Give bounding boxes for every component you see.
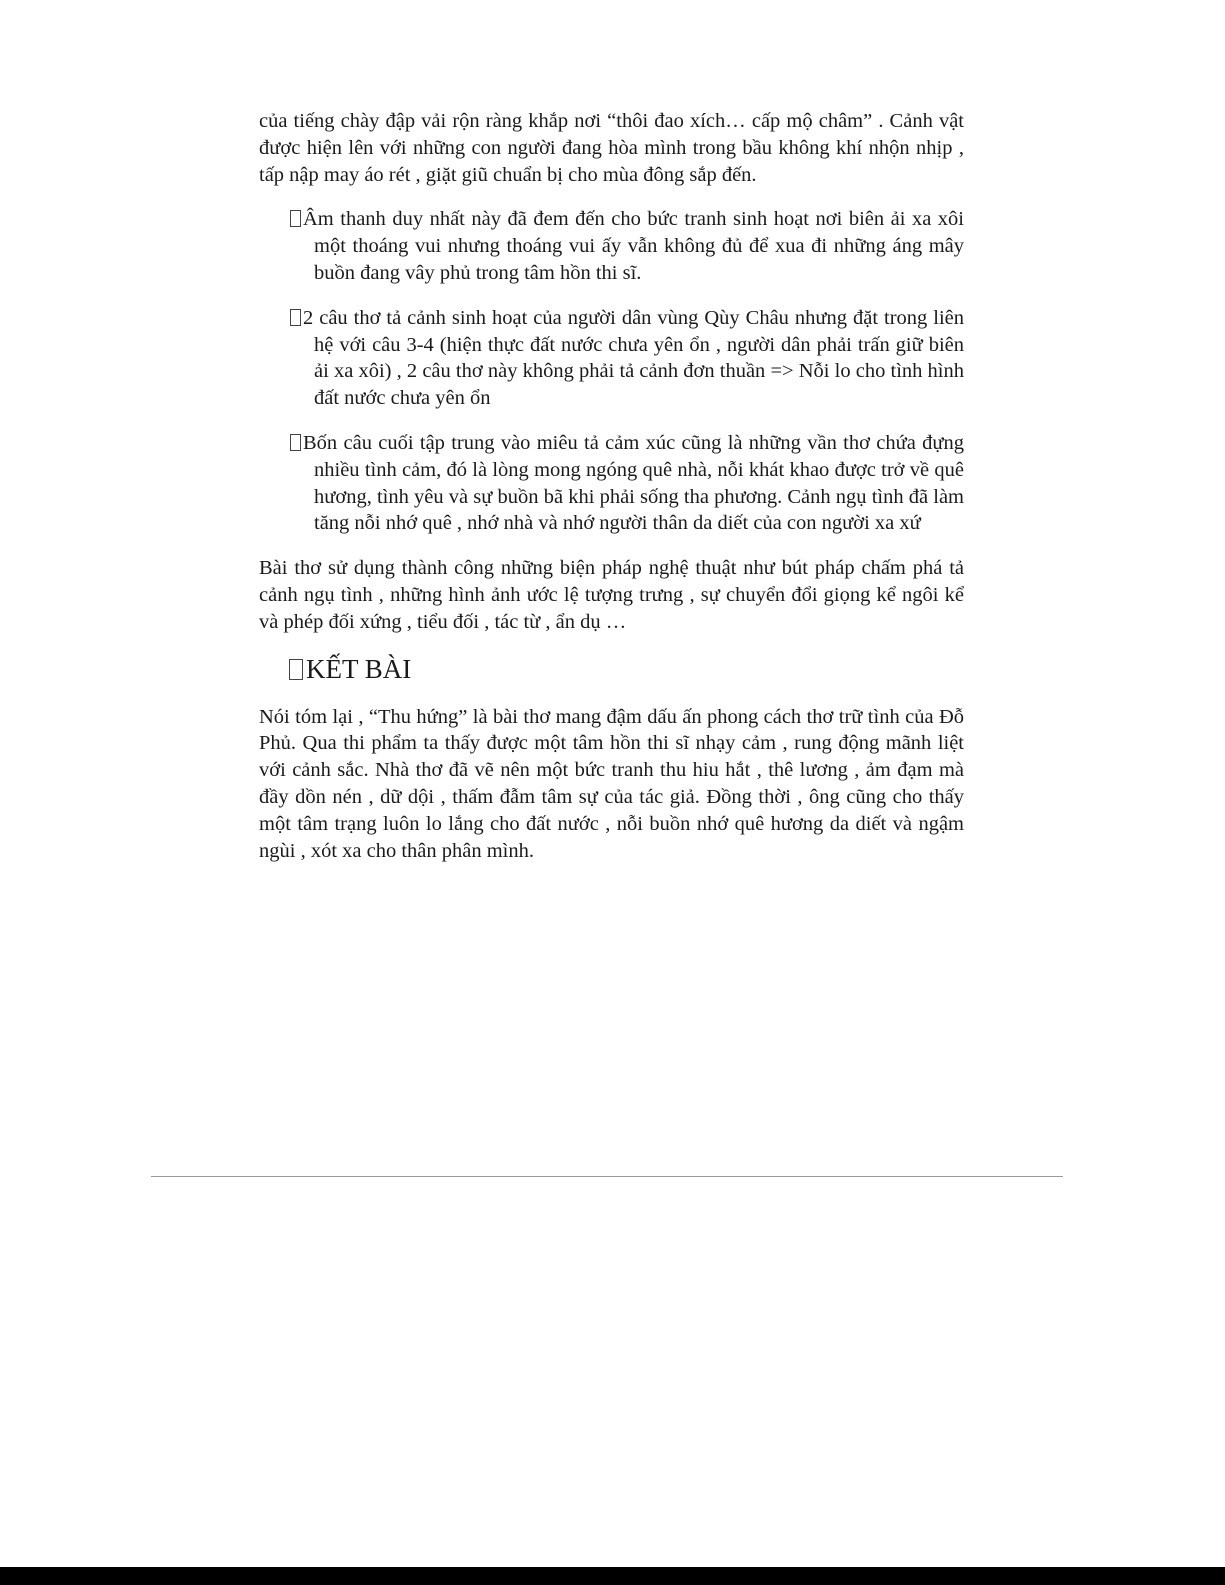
section-heading-text: KẾT BÀI [306,653,412,684]
missing-glyph-bullet-icon [290,309,301,326]
bullet-text: 2 câu thơ tả cảnh sinh hoạt của người dân vùng Qùy Châu nhưng đặt trong liên hệ với câu 3-4 (hiện thực đất nước chưa yên ổn , người dân phải trấn giữ biên ải xa xôi) , 2 câu thơ này không phải tả cảnh đơn thuần => Nỗi lo cho tình hình đất nước chưa yên ổn [303,306,964,410]
conclusion-paragraph: Nói tóm lại , “Thu hứng” là bài thơ mang đậm dấu ấn phong cách thơ trữ tình của Đỗ Phủ. Qua thi phẩm ta thấy được một tâm hồn thi sĩ nhạy cảm , rung động mãnh liệt với cảnh sắc. Nhà thơ đã vẽ nên một bức tranh thu hiu hắt , thê lương , ảm đạm mà đầy dồn nén , dữ dội , thấm đẫm tâm sự của tác giả. Đồng thời , ông cũng cho thấy một tâm trạng luôn lo lắng cho đất nước , nỗi buồn nhớ quê hương da diết và ngậm ngùi , xót xa cho thân phân mình. [259,705,964,862]
missing-glyph-bullet-icon [290,434,301,451]
page-divider [151,1176,1063,1177]
intro-paragraph: của tiếng chày đập vải rộn ràng khắp nơi “thôi đao xích… cấp mộ châm” . Cảnh vật được hiện lên với những con người đang hòa mình trong bầu không khí nhộn nhịp , tấp nập may áo rét , giặt giũ chuẩn bị cho mùa đông sắp đến. [259,110,964,186]
bullet-text: Âm thanh duy nhất này đã đem đến cho bức tranh sinh hoạt nơi biên ải xa xôi một thoáng vui nhưng thoáng vui ấy vẫn không đủ để xua đi những áng mây buồn đang vây phủ trong tâm hồn thi sĩ. [303,208,964,284]
art-paragraph: Bài thơ sử dụng thành công những biện pháp nghệ thuật như bút pháp chấm phá tả cảnh ngụ tình , những hình ảnh ước lệ tượng trưng , sự chuyển đổi giọng kể ngôi kể và phép đối xứng , tiểu đối , tác từ , ẩn dụ … [259,557,964,633]
missing-glyph-bullet-icon [290,210,301,227]
missing-glyph-bullet-icon [289,659,303,680]
bullet-list [259,206,964,537]
bullet-item [259,430,964,537]
section-heading [289,652,964,686]
bullet-text: Bốn câu cuối tập trung vào miêu tả cảm xúc cũng là những vần thơ chứa đựng nhiều tình cảm, đó là lòng mong ngóng quê nhà, nỗi khát khao được trở về quê hương, tình yêu và sự buồn bã khi phải sống tha phương. Cảnh ngụ tình đã làm tăng nỗi nhớ quê , nhớ nhà và nhớ người thân da diết của con người xa xứ [303,431,964,535]
bottom-bar [0,1567,1225,1585]
bullet-item [259,305,964,412]
bullet-item [259,206,964,286]
page-content [259,108,964,864]
